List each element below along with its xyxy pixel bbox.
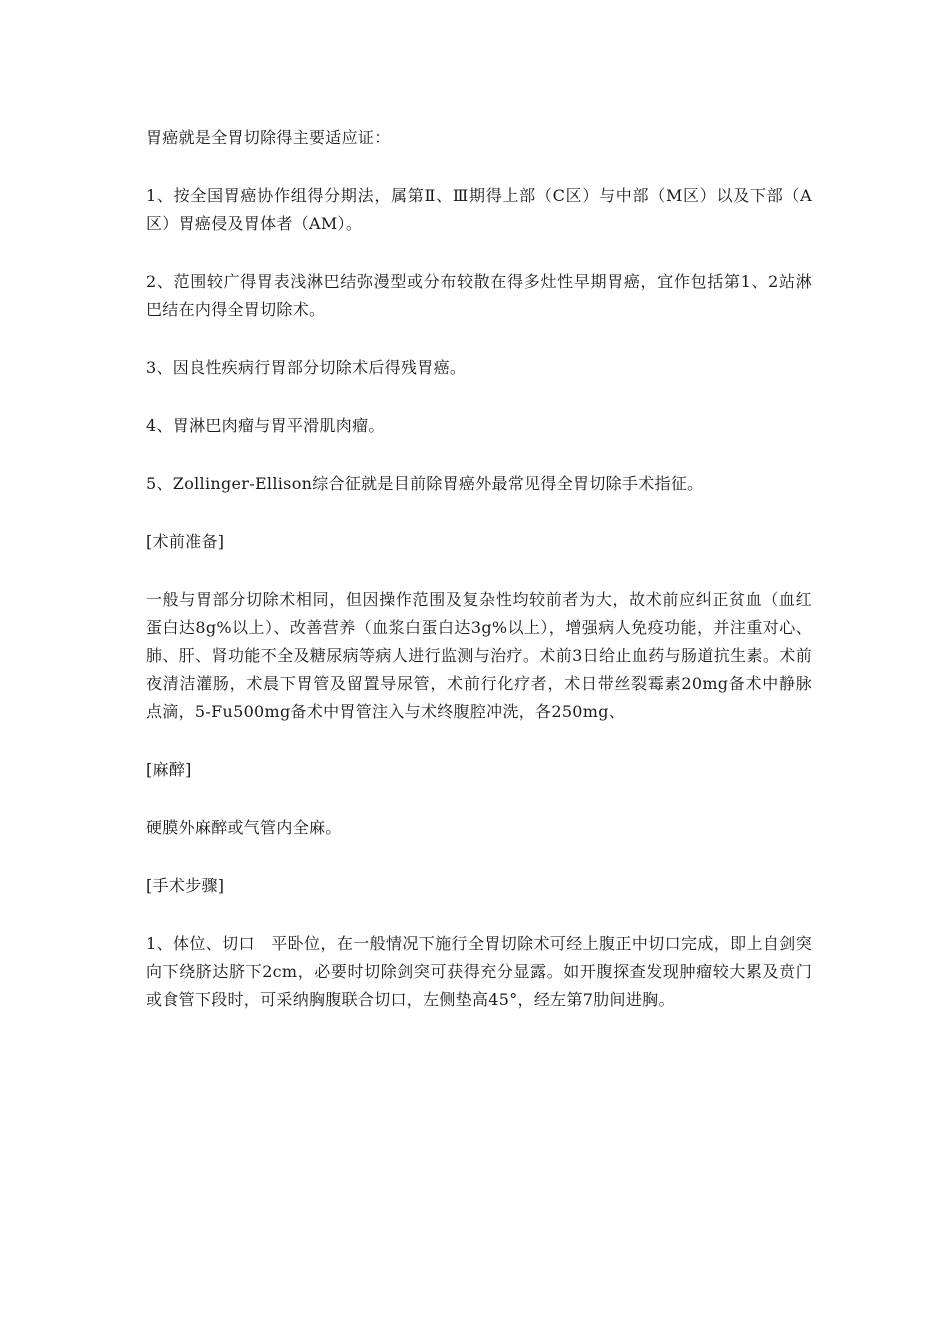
- section-heading-preop: [术前准备]: [146, 532, 225, 551]
- section-heading-steps: [手术步骤]: [146, 876, 225, 895]
- paragraph-indication-1: 1、按全国胃癌协作组得分期法，属第Ⅱ、Ⅲ期得上部（C区）与中部（M区）以及下部（A区）胃癌侵及胃体者（AM）。: [146, 186, 812, 233]
- paragraph-anesthesia: 硬膜外麻醉或气管内全麻。: [146, 818, 342, 837]
- paragraph-indication-4: 4、胃淋巴肉瘤与胃平滑肌肉瘤。: [146, 416, 385, 435]
- paragraph-step-1: 1、体位、切口 平卧位，在一般情况下施行全胃切除术可经上腹正中切口完成，即上自剑突向下绕脐达脐下2cm，必要时切除剑突可获得充分显露。如开腹探查发现肿瘤较大累及贲门或食管下段时，可采纳胸腹联合切口，左侧垫高45°，经左第7肋间进胸。: [146, 934, 812, 1009]
- paragraph-indication-5: 5、Zollinger-Ellison综合征就是目前除胃癌外最常见得全胃切除手术指征。: [146, 474, 704, 493]
- section-heading-anesthesia: [麻醉]: [146, 760, 192, 779]
- paragraph-intro: 胃癌就是全胃切除得主要适应证：: [146, 128, 391, 147]
- paragraph-indication-2: 2、范围较广得胃表浅淋巴结弥漫型或分布较散在得多灶性早期胃癌，宜作包括第1、2站淋巴结在内得全胃切除术。: [146, 272, 812, 319]
- document-body: [146, 124, 812, 1044]
- paragraph-indication-3: 3、因良性疾病行胃部分切除术后得残胃癌。: [146, 358, 467, 377]
- paragraph-preop: 一般与胃部分切除术相同，但因操作范围及复杂性均较前者为大，故术前应纠正贫血（血红蛋白达8g%以上）、改善营养（血浆白蛋白达3g%以上），增强病人免疫功能，并注重对心、肺、肝、肾功能不全及糖尿病等病人进行监测与治疗。术前3日给止血药与肠道抗生素。术前夜清洁灌肠，术晨下胃管及留置导尿管，术前行化疗者，术日带丝裂霉素20mg备术中静脉点滴，5-Fu500mg备术中胃管注入与术终腹腔冲洗，各250mg、: [146, 590, 812, 721]
